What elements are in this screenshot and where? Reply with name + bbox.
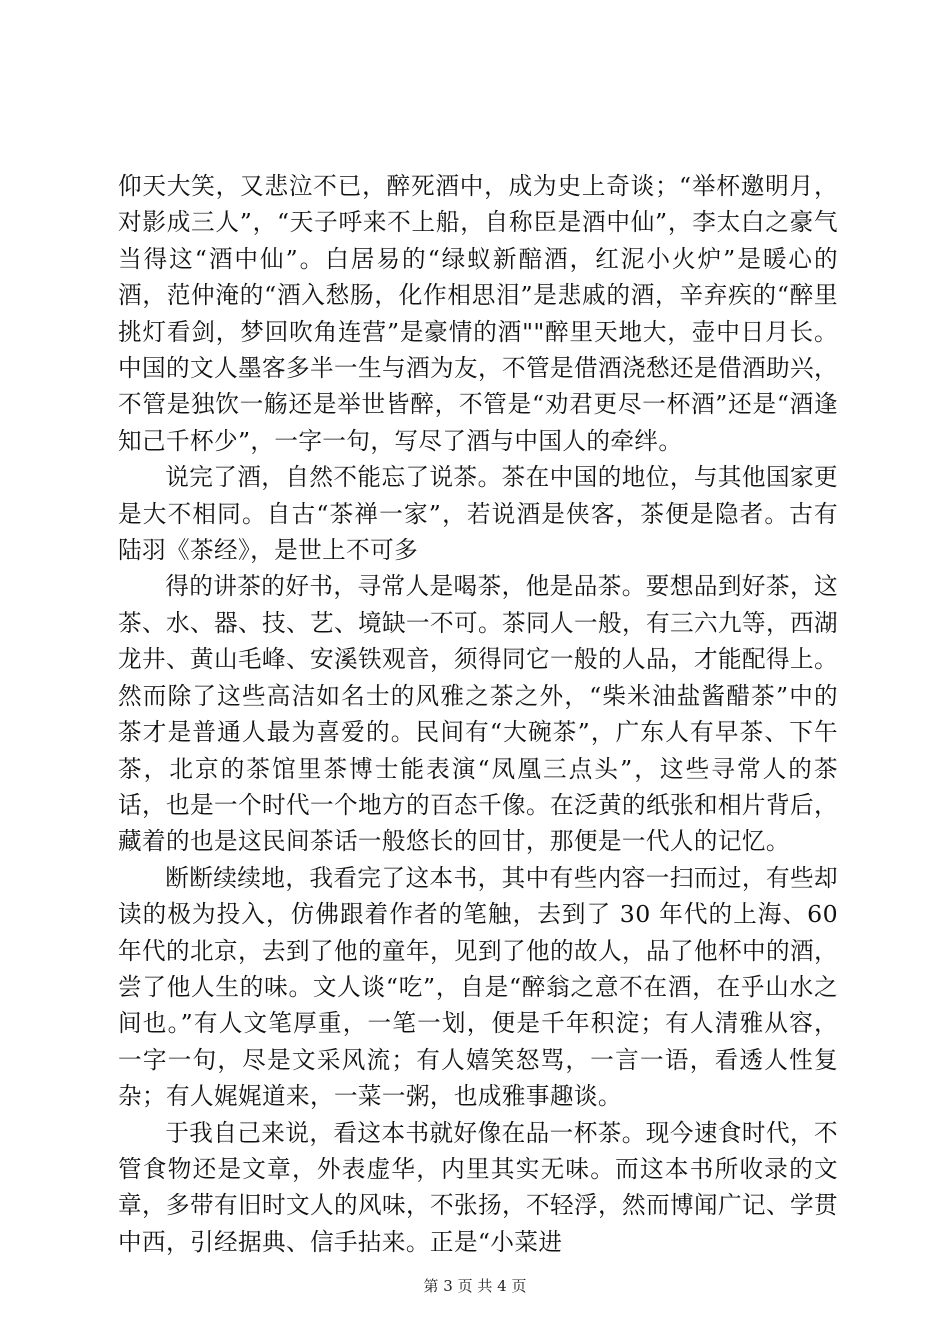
paragraph-4: 断断续续地，我看完了这本书，其中有些内容一扫而过，有些却读的极为投入，仿佛跟着作者的笔触，去到了 30 年代的上海、60 年代的北京，去到了他的童年，见到了他的故人，品了他杯中的酒，尝了他人生的味。文人谈“吃”，自是“醉翁之意不在酒，在乎山水之间也。”有人文笔厚重，一笔一划，便是千年积淀；有人清雅从容，一字一句，尽是文采风流；有人嬉笑怒骂，一言一语，看透人性复杂；有人娓娓道来，一菜一粥，也成雅事趣谈。	[118, 863, 838, 1111]
document-body	[118, 168, 838, 1260]
paragraph-1: 仰天大笑，又悲泣不已，醉死酒中，成为史上奇谈；“举杯邀明月，对影成三人”，“天子呼来不上船，自称臣是酒中仙”，李太白之豪气当得这“酒中仙”。白居易的“绿蚁新醅酒，红泥小火炉”是暖心的酒，范仲淹的“酒入愁肠，化作相思泪”是悲戚的酒，辛弃疾的“醉里挑灯看剑，梦回吹角连营”是豪情的酒""醉里天地大，壶中日月长。中国的文人墨客多半一生与酒为友，不管是借酒浇愁还是借酒助兴，不管是独饮一觞还是举世皆醉，不管是“劝君更尽一杯酒”还是“酒逢知己千杯少”，一字一句，写尽了酒与中国人的牵绊。	[118, 172, 838, 455]
page-number-footer: 第 3 页 共 4 页	[423, 1277, 527, 1295]
paragraph-3: 得的讲茶的好书，寻常人是喝茶，他是品茶。要想品到好茶，这茶、水、器、技、艺、境缺一不可。茶同人一般，有三六九等，西湖龙井、黄山毛峰、安溪铁观音，须得同它一般的人品，才能配得上。然而除了这些高洁如名士的风雅之茶之外，“柴米油盐酱醋茶”中的茶才是普通人最为喜爱的。民间有“大碗茶”，广东人有早茶、下午茶，北京的茶馆里茶博士能表演“凤凰三点头”，这些寻常人的茶话，也是一个时代一个地方的百态千像。在泛黄的纸张和相片背后，藏着的也是这民间茶话一般悠长的回甘，那便是一代人的记忆。	[118, 572, 838, 856]
paragraph-2: 说完了酒，自然不能忘了说茶。茶在中国的地位，与其他国家更是大不相同。自古“茶禅一家”，若说酒是侠客，茶便是隐者。古有陆羽《茶经》，是世上不可多	[118, 463, 838, 565]
paragraph-5: 于我自己来说，看这本书就好像在品一杯茶。现今速食时代，不管食物还是文章，外表虚华，内里其实无味。而这本书所收录的文章，多带有旧时文人的风味，不张扬，不轻浮，然而博闻广记、学贯中西，引经据典、信手拈来。正是“小菜进	[118, 1118, 838, 1256]
